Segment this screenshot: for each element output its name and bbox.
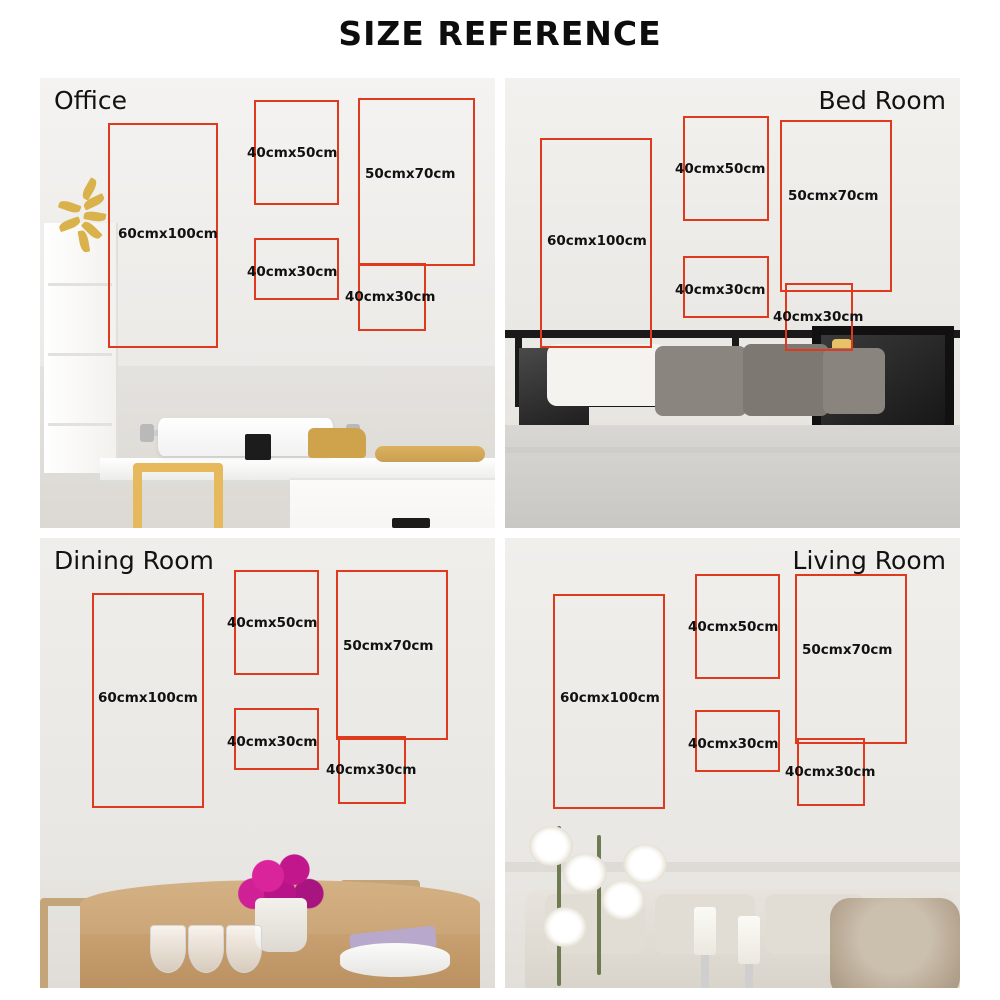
- frame-label-40x50-living: 40cmx50cm: [688, 619, 779, 635]
- frame-label-40x30-dining-a: 40cmx30cm: [227, 734, 318, 750]
- frame-label-60x100-office: 60cmx100cm: [118, 226, 218, 242]
- panel-diningroom: [40, 538, 495, 988]
- dining-glass-2: [188, 925, 224, 973]
- office-plant: [58, 188, 110, 248]
- frame-label-40x30-office-a: 40cmx30cm: [247, 264, 338, 280]
- frame-label-40x30-living-a: 40cmx30cm: [688, 736, 779, 752]
- office-pencil-cup: [245, 434, 271, 460]
- dining-glass-1: [150, 925, 186, 973]
- office-roll-knob-left: [140, 424, 154, 442]
- room-panel-grid: [40, 78, 960, 988]
- room-label-diningroom: Dining Room: [54, 546, 214, 575]
- living-orchid-bloom-1: [529, 826, 573, 866]
- frame-label-60x100-dining: 60cmx100cm: [98, 690, 198, 706]
- room-label-bedroom: Bed Room: [818, 86, 946, 115]
- frame-50x70-living: [795, 574, 907, 744]
- panel-office: [40, 78, 495, 528]
- frame-50x70-office: [358, 98, 475, 266]
- frame-label-40x30-living-b: 40cmx30cm: [785, 764, 876, 780]
- frame-label-50x70-dining: 50cmx70cm: [343, 638, 434, 654]
- frame-50x70-dining: [336, 570, 448, 740]
- frame-label-40x30-dining-b: 40cmx30cm: [326, 762, 417, 778]
- office-toy-car: [308, 428, 366, 458]
- frame-label-50x70-living: 50cmx70cm: [802, 642, 893, 658]
- room-label-office: Office: [54, 86, 127, 115]
- living-candle-1: [694, 907, 716, 955]
- frame-label-60x100-bedroom: 60cmx100cm: [547, 233, 647, 249]
- room-label-livingroom: Living Room: [792, 546, 946, 575]
- frame-label-40x50-dining: 40cmx50cm: [227, 615, 318, 631]
- bedroom-pillow-grey-1: [655, 346, 747, 416]
- frame-label-60x100-living: 60cmx100cm: [560, 690, 660, 706]
- frame-label-40x30-bedroom-b: 40cmx30cm: [773, 309, 864, 325]
- living-fur-throw: [830, 898, 960, 988]
- bedroom-pillow-grey-3: [823, 348, 885, 414]
- frame-label-40x30-bedroom-a: 40cmx30cm: [675, 282, 766, 298]
- bedroom-duvet-fold: [505, 447, 960, 453]
- office-toy-track: [375, 446, 485, 462]
- page-title: SIZE REFERENCE: [338, 14, 662, 53]
- living-orchid-bloom-5: [623, 844, 667, 884]
- frame-label-40x50-office: 40cmx50cm: [247, 145, 338, 161]
- office-chair: [125, 463, 213, 528]
- bedroom-pillow-white: [547, 344, 667, 406]
- frame-label-40x30-office-b: 40cmx30cm: [345, 289, 436, 305]
- living-candle-2: [738, 916, 760, 964]
- frame-50x70-bedroom: [780, 120, 892, 292]
- office-shelf: [44, 223, 118, 473]
- frame-label-40x50-bedroom: 40cmx50cm: [675, 161, 766, 177]
- bedroom-duvet: [505, 425, 960, 529]
- dining-glass-3: [226, 925, 262, 973]
- office-drawer-handle: [392, 518, 430, 528]
- panel-bedroom: [505, 78, 960, 528]
- living-orchid-bloom-3: [601, 880, 645, 920]
- living-orchid-bloom-4: [543, 907, 587, 947]
- frame-label-50x70-office: 50cmx70cm: [365, 166, 456, 182]
- panel-livingroom: [505, 538, 960, 988]
- bedroom-pillow-grey-2: [743, 344, 829, 416]
- dining-plates: [340, 943, 450, 977]
- dining-vase: [255, 898, 307, 952]
- frame-label-50x70-bedroom: 50cmx70cm: [788, 188, 879, 204]
- living-orchid-bloom-2: [563, 853, 607, 893]
